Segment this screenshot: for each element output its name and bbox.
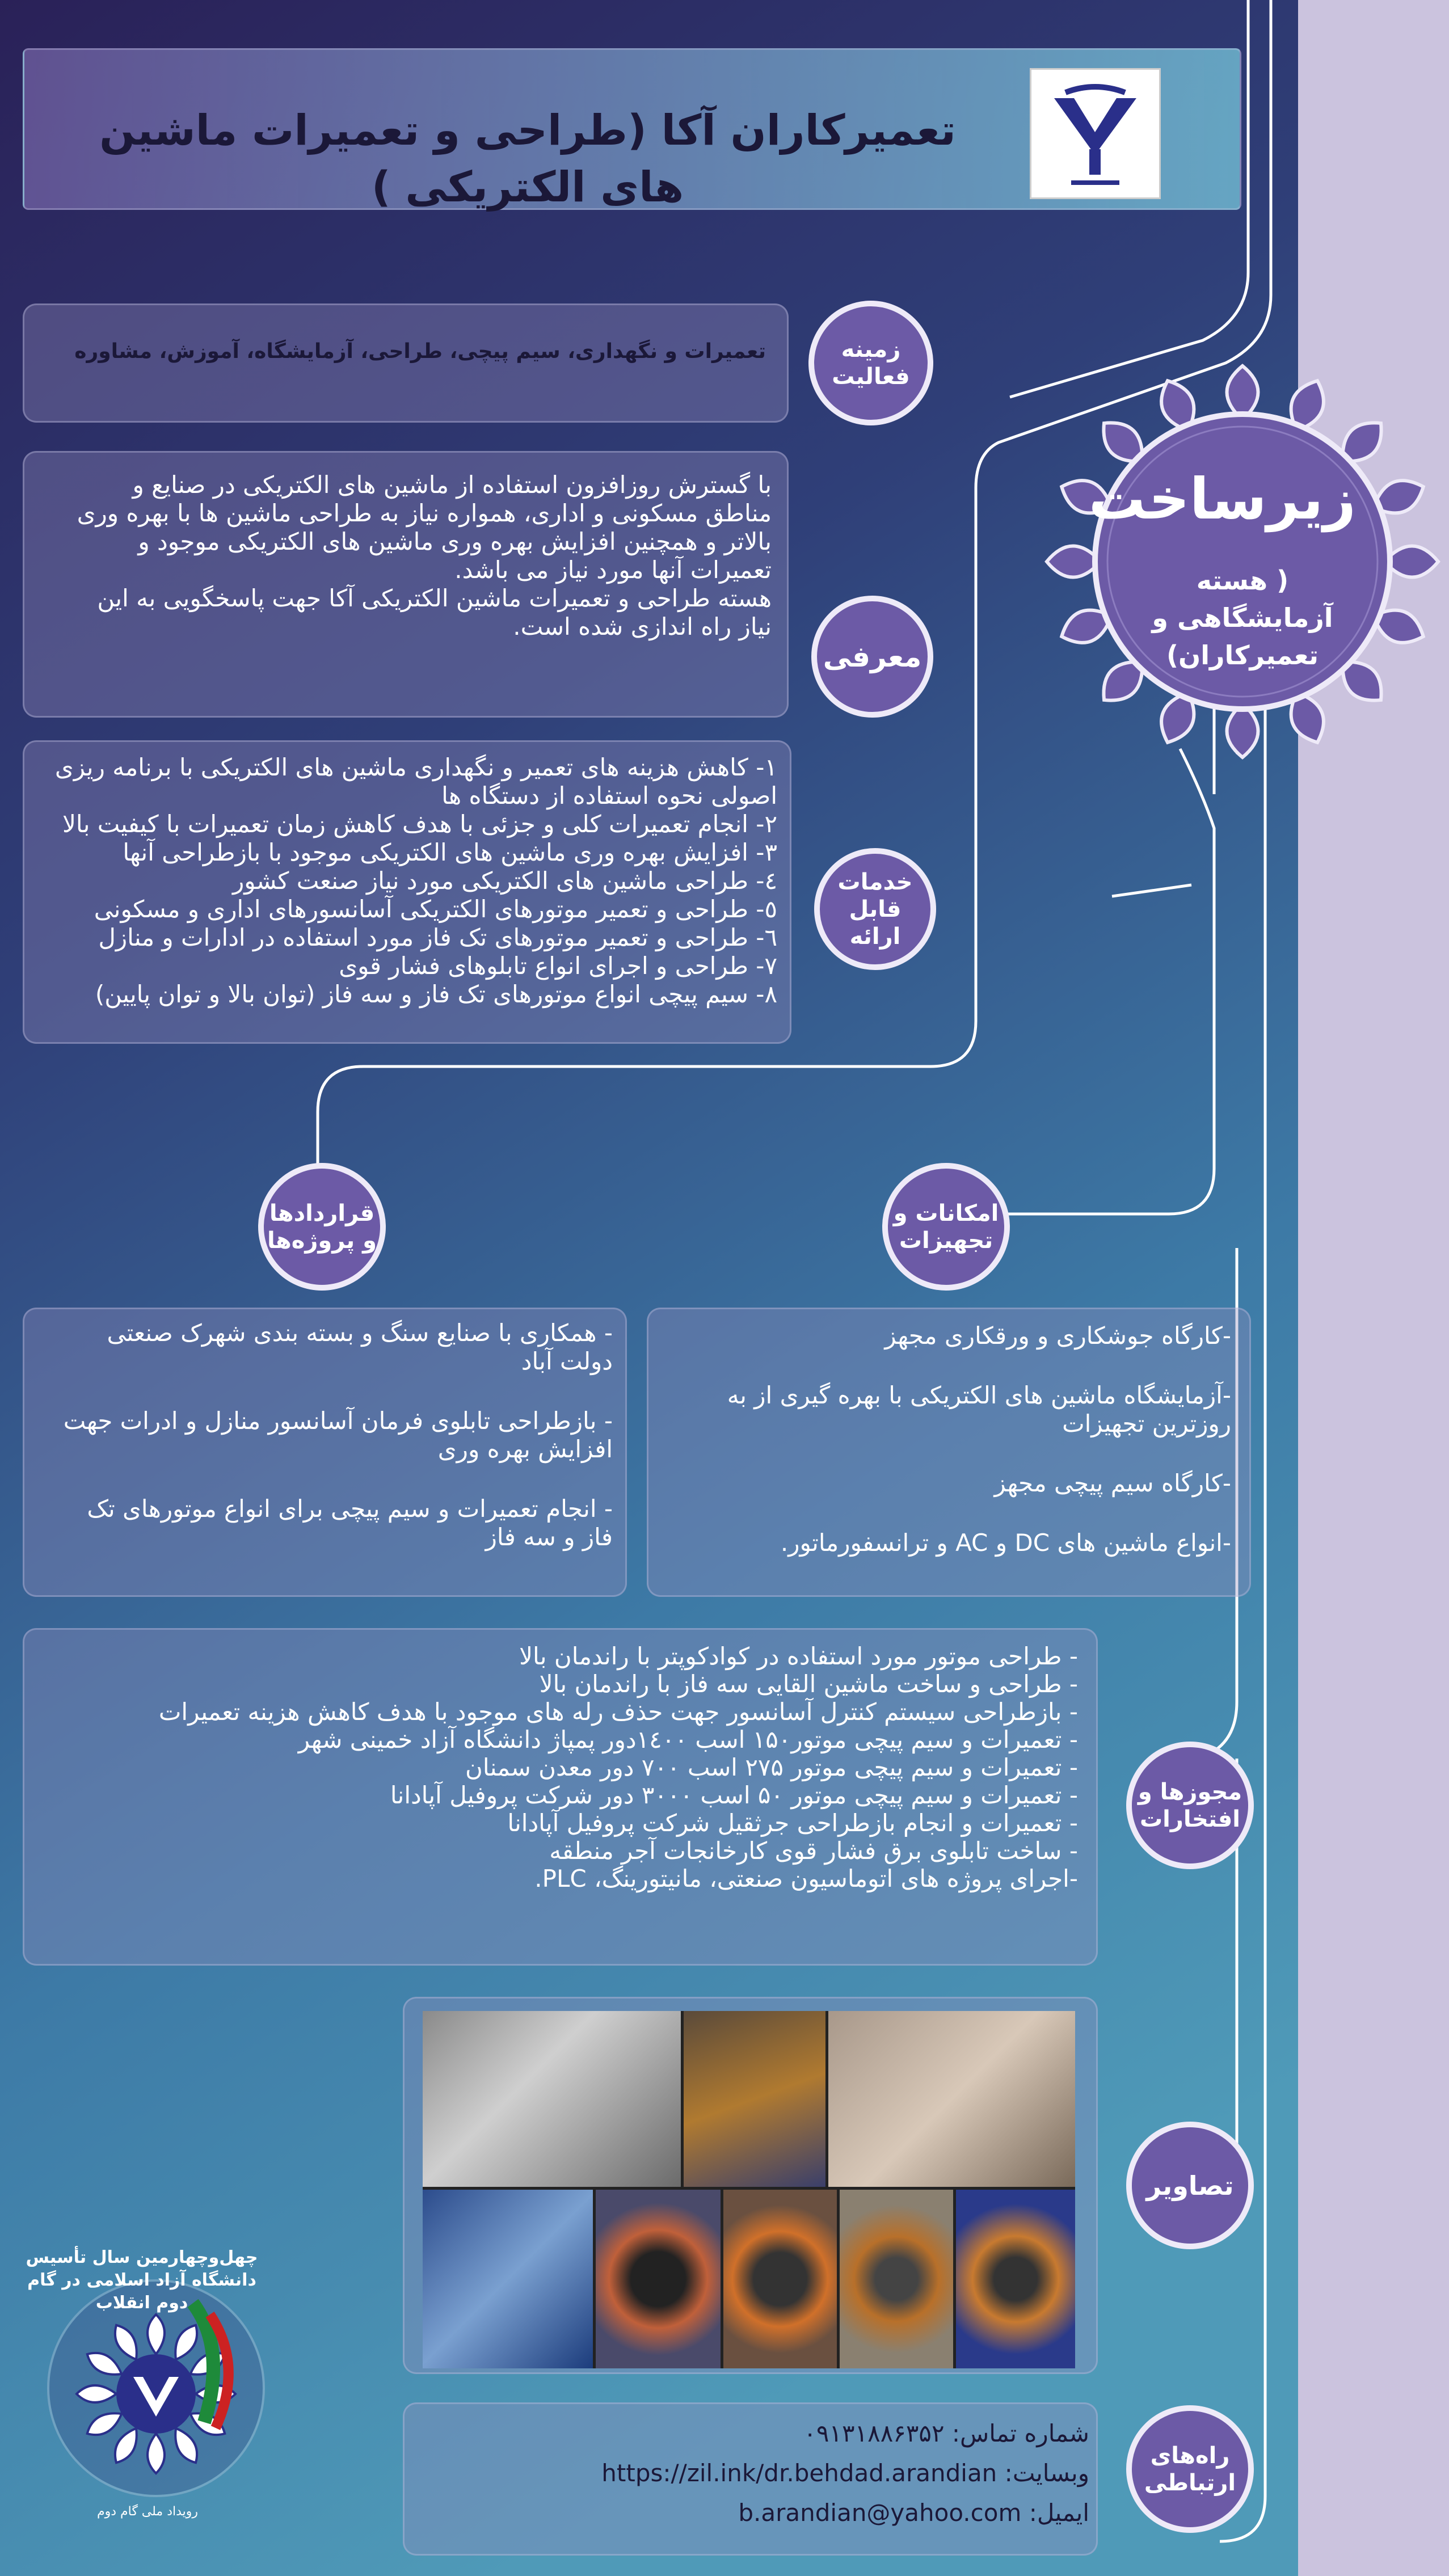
page-title: تعمیرکاران آکا (طراحی و تعمیرات ماشین های الکتریکی ) bbox=[99, 106, 956, 212]
contact-info bbox=[511, 2414, 1089, 2533]
field-text: تعمیرات و نگهداری، سیم پیچی، طراحی، آزمایشگاه، آموزش، مشاوره bbox=[74, 340, 766, 363]
equipment-label: امکانات و تجهیزات bbox=[882, 1163, 1010, 1291]
contact-email-row bbox=[511, 2493, 1089, 2533]
site-link[interactable]: https://zil.ink/dr.behdad.arandian bbox=[601, 2459, 997, 2487]
services-line: ۱- کاهش هزینه های تعمیر و نگهداری ماشین های الکتریکی با برنامه ریزی اصولی نحوه استفاده از دستگاه ها bbox=[54, 753, 777, 810]
contracts-label: قراردادها و پروژه‌ها bbox=[258, 1163, 386, 1291]
contracts-line: - همکاری با صنایع سنگ و بسته بندی شهرک صنعتی دولت آباد bbox=[107, 1319, 613, 1375]
photo-collage bbox=[423, 2011, 1075, 2368]
licenses-line: -اجرای پروژه های اتوماسیون صنعتی، مانیتورینگ، PLC. bbox=[534, 1865, 1078, 1892]
licenses-line: - تعمیرات و سیم پیچی موتور۱۵۰ اسب ۱٤۰۰دور پمپاژ دانشگاه آزاد خمینی شهر bbox=[298, 1726, 1078, 1753]
photo-control-panel bbox=[423, 2190, 593, 2368]
services-text bbox=[45, 753, 777, 1009]
licenses-line: - طراحی و ساخت ماشین القایی سه فاز با راندمان بالا bbox=[539, 1670, 1078, 1698]
licenses-line: - طراحی موتور مورد استفاده در کوادکوپتر با راندمان بالا bbox=[519, 1642, 1078, 1670]
equipment-line: -کارگاه جوشکاری و ورقکاری مجهز bbox=[884, 1322, 1231, 1350]
site-label: وبسایت: bbox=[1004, 2459, 1089, 2487]
services-line: ٤- طراحی ماشین های الکتریکی مورد نیاز صنعت کشور bbox=[232, 867, 777, 895]
licenses-line: - بازطراحی سیستم کنترل آسانسور جهت حذف رله های موجود با هدف کاهش هزینه تعمیرات bbox=[158, 1698, 1078, 1726]
anniversary-sub: رویداد ملی گام دوم bbox=[96, 2505, 199, 2519]
licenses-line: - تعمیرات و سیم پیچی موتور ۲۷۵ اسب ۷۰۰ دور معدن سمنان bbox=[465, 1753, 1078, 1781]
infrastructure-subtitle: ( هسته آزمایشگاهی و تعمیرکاران) bbox=[1152, 565, 1333, 671]
contact-site-row bbox=[511, 2453, 1089, 2493]
field-label: زمینه فعالیت bbox=[808, 301, 933, 425]
intro-line: با گسترش روزافزون استفاده از ماشین های الکتریکی در صنایع و مناطق مسکونی و اداری، همواره نیاز به طراحی ماشین ها با بهره وری بالاتر و همچنین افزایش بهره وری ماشین های الکتریکی موجود و تعمیرات آنها مورد نیاز می باشد. bbox=[77, 471, 772, 584]
licenses-text bbox=[142, 1642, 1078, 1892]
licenses-label: مجوزها و افتخارات bbox=[1126, 1742, 1254, 1869]
services-line: ۸- سیم پیچی انواع موتورهای تک فاز و سه فاز (توان بالا و توان پایین) bbox=[95, 980, 777, 1008]
photo-stator-4 bbox=[956, 2190, 1075, 2368]
licenses-line: - تعمیرات و انجام بازطراحی جرثقیل شرکت پروفیل آپادانا bbox=[507, 1809, 1078, 1837]
contact-phone-row bbox=[511, 2414, 1089, 2453]
intro-text bbox=[62, 471, 772, 641]
contracts-line: - بازطراحی تابلوی فرمان آسانسور منازل و ادرات جهت افزایش بهره وری bbox=[63, 1407, 613, 1463]
contracts-line: - انجام تعمیرات و سیم پیچی برای انواع موتورهای تک فاز و سه فاز bbox=[87, 1495, 613, 1551]
contact-label: راه‌های ارتباطی bbox=[1126, 2405, 1254, 2533]
email-label: ایمیل: bbox=[1029, 2499, 1089, 2527]
equipment-line: -آزمایشگاه ماشین های الکتریکی با بهره گیری از به روزترین تجهیزات bbox=[727, 1381, 1231, 1437]
university-logo-icon bbox=[1030, 68, 1161, 199]
photo-motor-parts bbox=[828, 2011, 1075, 2187]
services-line: ۳- افزایش بهره وری ماشین های الکتریکی موجود با بازطراحی آنها bbox=[123, 838, 777, 866]
contracts-text bbox=[51, 1319, 613, 1551]
images-label: تصاویر bbox=[1126, 2122, 1254, 2249]
services-line: ۷- طراحی و اجرای انواع تابلوهای فشار قوی bbox=[339, 952, 777, 980]
email-link[interactable]: b.arandian@yahoo.com bbox=[738, 2499, 1022, 2527]
photo-stator-3 bbox=[840, 2190, 953, 2368]
services-line: ٥- طراحی و تعمیر موتورهای الکتریکی آسانسورهای اداری و مسکونی bbox=[94, 895, 777, 923]
licenses-line: - تعمیرات و سیم پیچی موتور ۵۰ اسب ۳۰۰۰ دور شرکت پروفیل آپادانا bbox=[390, 1781, 1078, 1809]
photo-copper-coils bbox=[684, 2011, 825, 2187]
photo-lab-panels bbox=[423, 2011, 681, 2187]
licenses-line: - ساخت تابلوی برق فشار قوی کارخانجات آجر منطقه bbox=[549, 1837, 1078, 1865]
phone-label: شماره تماس: bbox=[951, 2419, 1089, 2447]
intro-line: هسته طراحی و تعمیرات ماشین الکتریکی آکا جهت پاسخگویی به این نیاز راه اندازی شده است. bbox=[97, 584, 772, 640]
equipment-line: -کارگاه سیم پیچی مجهز bbox=[994, 1469, 1231, 1497]
anniversary-text: چهل‌وچهارمین سال تأسیس دانشگاه آزاد اسلامی در گام دوم انقلاب bbox=[26, 2248, 258, 2313]
photo-stator-1 bbox=[596, 2190, 721, 2368]
photo-stator-2 bbox=[723, 2190, 837, 2368]
phone-number[interactable]: ۰۹۱۳۱۸۸۶۳۵۲ bbox=[803, 2419, 945, 2447]
services-line: ٦- طراحی و تعمیر موتورهای تک فاز مورد استفاده در ادارات و منازل bbox=[98, 924, 777, 951]
intro-label: معرفی bbox=[811, 596, 933, 718]
services-line: ۲- انجام تعمیرات کلی و جزئی با هدف کاهش زمان تعمیرات با کیفیت بالا bbox=[62, 810, 777, 838]
infrastructure-title: زیرساخت bbox=[1088, 466, 1356, 532]
equipment-line: -انواع ماشین های DC و AC و ترانسفورماتور. bbox=[780, 1529, 1231, 1557]
services-label: خدمات قابل ارائه bbox=[814, 848, 936, 970]
equipment-text bbox=[686, 1322, 1231, 1557]
